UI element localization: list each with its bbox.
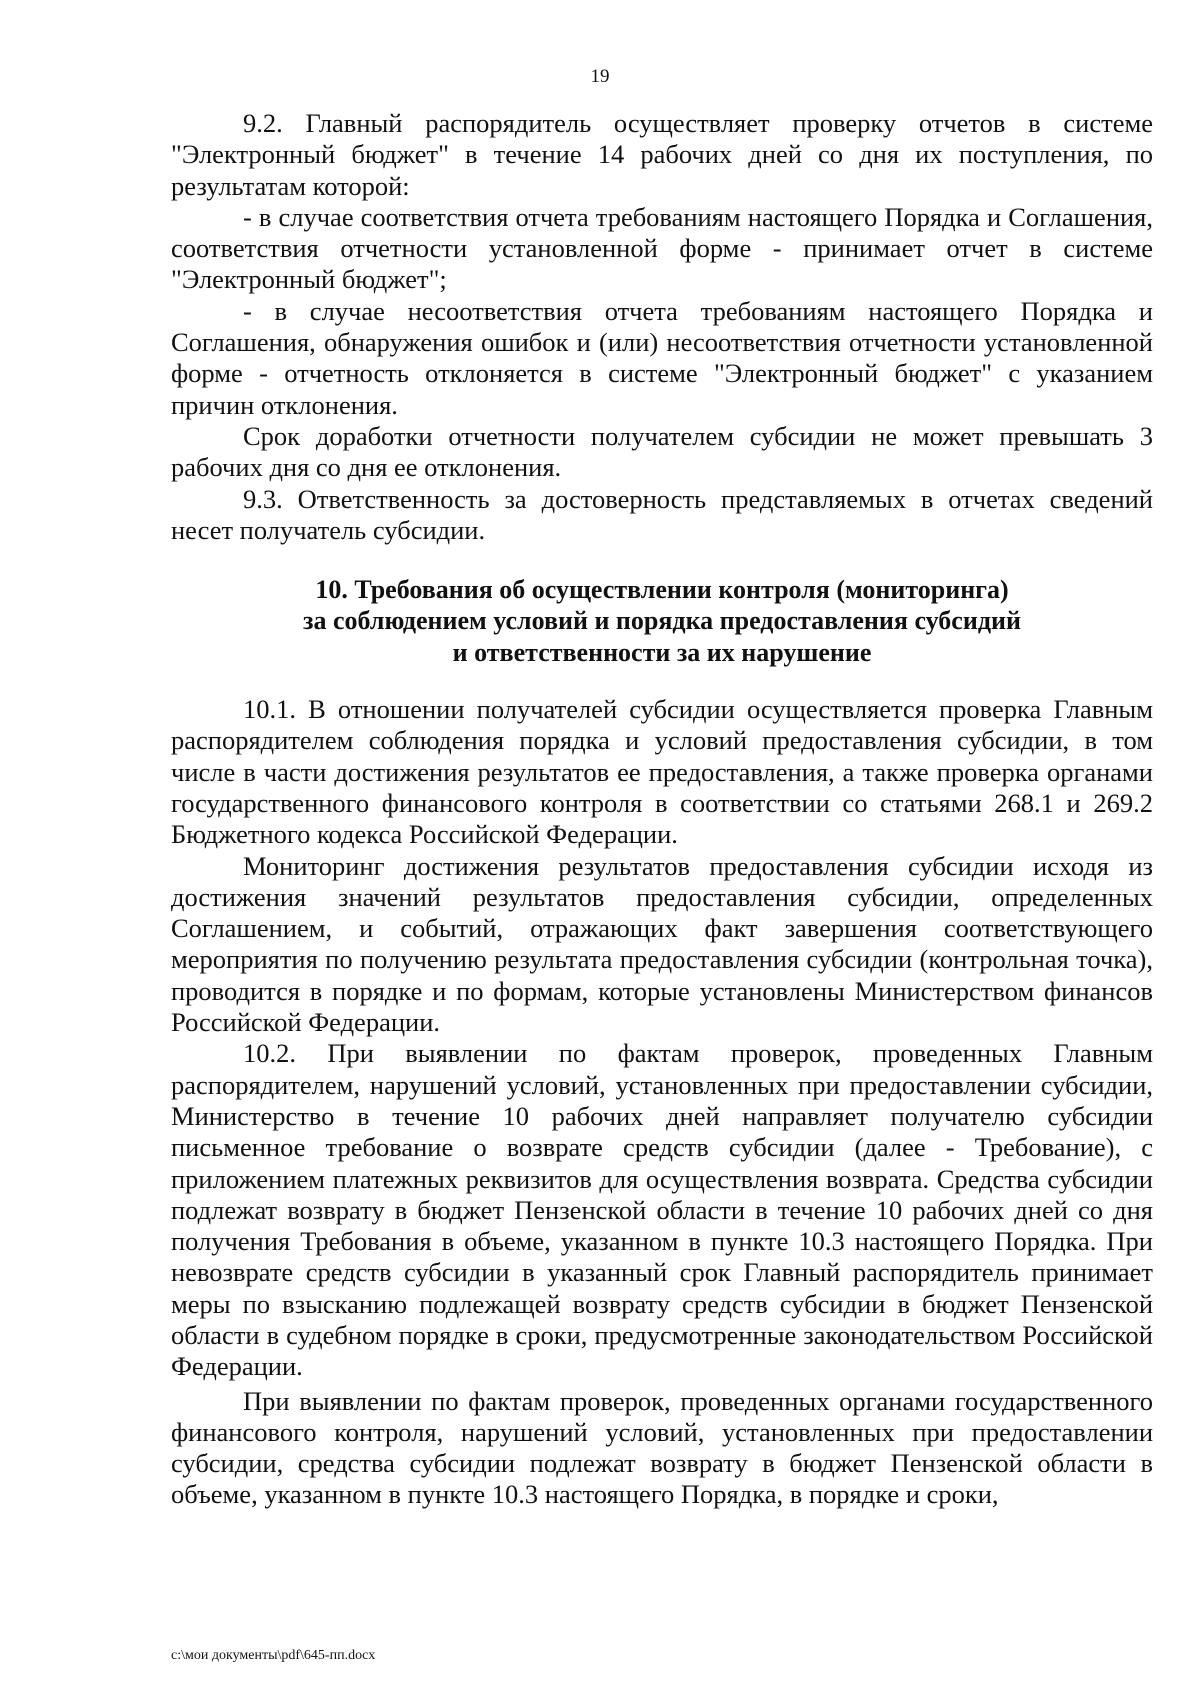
file-path-footer: c:\мои документы\pdf\645-пп.docx xyxy=(171,1648,376,1663)
page-number: 19 xyxy=(590,66,610,87)
paragraph-10-2: 10.2. При выявлении по фактам проверок, проведенных Главным распорядителем, нарушений условий, установленных при предоставлении субсидии, Министерство в течение 10 рабочих дней направляет получателю субсидии письменное требование о возврате средств субсидии (далее - Требование), с приложением платежных реквизитов для осуществления возврата. Средства субсидии подлежат возврату в бюджет Пензенской области в течение 10 рабочих дней со дня получения Требования в объеме, указанном в пункте 10.3 настоящего Порядка. При невозврате средств субсидии в указанный срок Главный распорядитель принимает меры по взысканию подлежащей возврату средств субсидии в бюджет Пензенской области в судебном порядке в сроки, предусмотренные законодательством Российской Федерации. xyxy=(171,1038,1153,1382)
paragraph-monitoring: Мониторинг достижения результатов предоставления субсидии исходя из достижения значений результатов предоставления субсидии, определенных Соглашением, и событий, отражающих факт завершения соответствующего мероприятия по получению результата предоставления субсидии (контрольная точка), проводится в порядке и по формам, которые установлены Министерством финансов Российской Федерации. xyxy=(171,850,1153,1038)
paragraph-control-violations: При выявлении по фактам проверок, проведенных органами государственного финансового контроля, нарушений условий, установленных при предоставлении субсидии, средства субсидии подлежат возврату в бюджет Пензенской области в объеме, указанном в пункте 10.3 настоящего Порядка, в порядке и сроки, xyxy=(171,1385,1153,1510)
section-10-heading xyxy=(171,574,1153,668)
paragraph-9-2: 9.2. Главный распорядитель осуществляет проверку отчетов в системе "Электронный бюджет" в течение 14 рабочих дней со дня их поступления, по результатам которой: xyxy=(171,108,1153,201)
section-10-heading-line-1: 10. Требования об осуществлении контроля (мониторинга) xyxy=(315,575,1009,605)
paragraph-9-3: 9.3. Ответственность за достоверность представляемых в отчетах сведений несет получатель субсидии. xyxy=(171,483,1153,545)
paragraph-rework-deadline: Срок доработки отчетности получателем субсидии не может превышать 3 рабочих дня со дня ее отклонения. xyxy=(171,420,1153,483)
section-10-heading-line-2: за соблюдением условий и порядка предоставления субсидий xyxy=(303,606,1021,636)
paragraph-9-2-item-reject: - в случае несоответствия отчета требованиям настоящего Порядка и Соглашения, обнаружения ошибок и (или) несоответствия отчетности установленной форме - отчетность отклоняется в системе "Электронный бюджет" с указанием причин отклонения. xyxy=(171,295,1153,420)
paragraph-9-2-item-accept: - в случае соответствия отчета требованиям настоящего Порядка и Соглашения, соответствия отчетности установленной форме - принимает отчет в системе "Электронный бюджет"; xyxy=(171,201,1153,295)
section-10-heading-line-3: и ответственности за их нарушение xyxy=(452,637,872,667)
paragraph-10-1: 10.1. В отношении получателей субсидии осуществляется проверка Главным распорядителем соблюдения порядка и условий предоставления субсидии, в том числе в части достижения результатов ее предоставления, а также проверка органами государственного финансового контроля в соответствии со статьями 268.1 и 269.2 Бюджетного кодекса Российской Федерации. xyxy=(171,694,1153,850)
document-body xyxy=(171,108,1153,1511)
